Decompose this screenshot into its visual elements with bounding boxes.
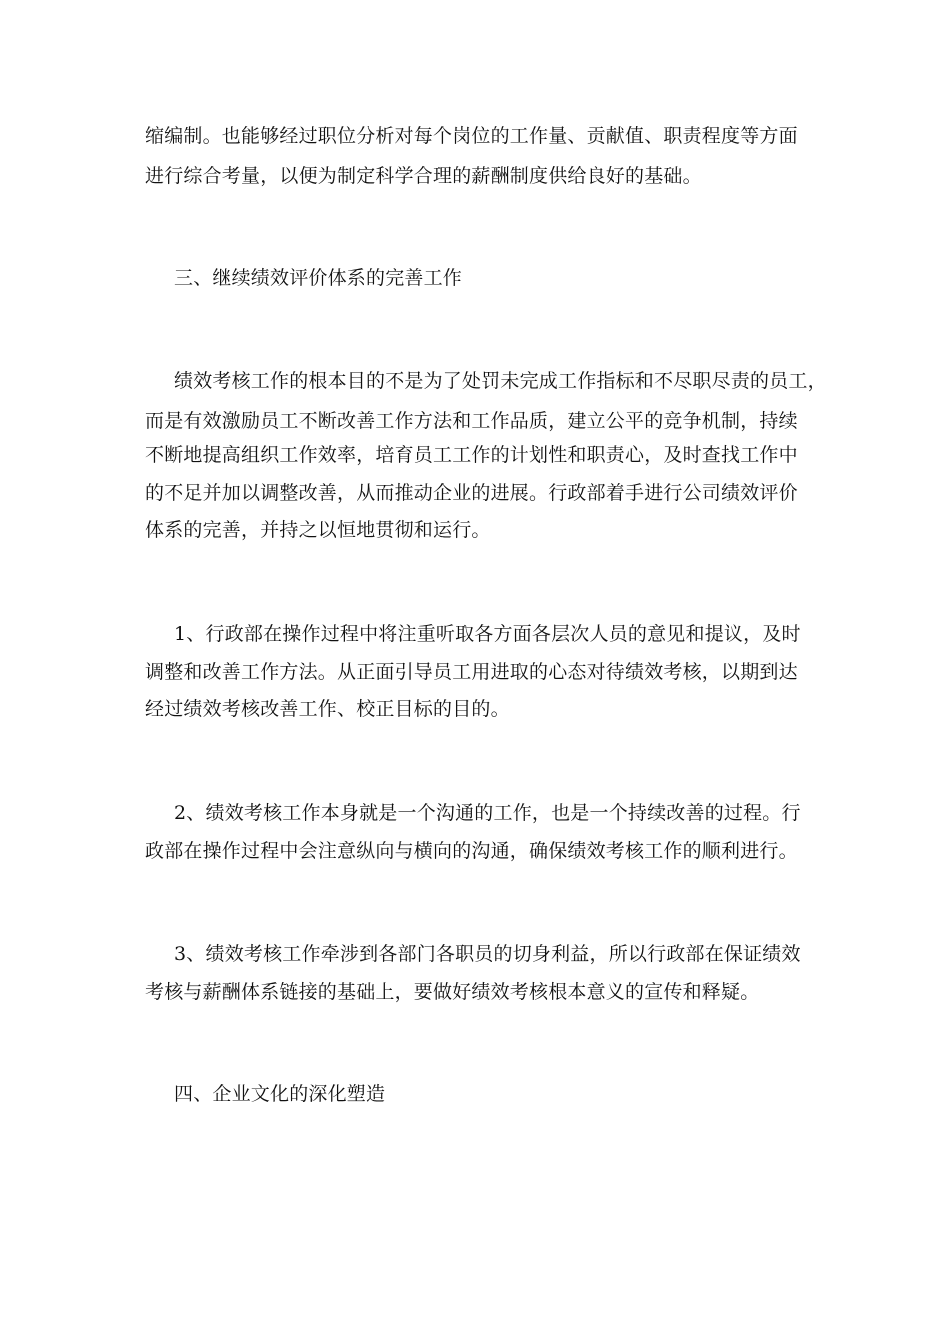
list-item-line: 1、行政部在操作过程中将注重听取各方面各层次人员的意见和提议，及时 xyxy=(174,623,801,645)
list-item-line: 经过绩效考核改善工作、校正目标的目的。 xyxy=(145,698,510,720)
list-item-line: 2、绩效考核工作本身就是一个沟通的工作，也是一个持续改善的过程。行 xyxy=(174,802,801,824)
paragraph-line: 绩效考核工作的根本目的不是为了处罚未完成工作指标和不尽职尽责的员工， xyxy=(174,370,827,392)
list-item-line: 政部在操作过程中会注意纵向与横向的沟通，确保绩效考核工作的顺利进行。 xyxy=(145,840,798,862)
section-heading: 三、继续绩效评价体系的完善工作 xyxy=(174,267,463,289)
section-heading: 四、企业文化的深化塑造 xyxy=(174,1083,386,1105)
paragraph-line: 缩编制。也能够经过职位分析对每个岗位的工作量、贡献值、职责程度等方面 xyxy=(145,125,798,147)
paragraph-line: 体系的完善，并持之以恒地贯彻和运行。 xyxy=(145,519,491,541)
paragraph-line: 的不足并加以调整改善，从而推动企业的进展。行政部着手进行公司绩效评价 xyxy=(145,482,798,504)
paragraph-line: 进行综合考量，以便为制定科学合理的薪酬制度供给良好的基础。 xyxy=(145,165,702,187)
paragraph-line: 不断地提高组织工作效率，培育员工工作的计划性和职责心，及时查找工作中 xyxy=(145,444,798,466)
paragraph-line: 而是有效激励员工不断改善工作方法和工作品质，建立公平的竞争机制，持续 xyxy=(145,410,798,432)
list-item-line: 考核与薪酬体系链接的基础上，要做好绩效考核根本意义的宣传和释疑。 xyxy=(145,981,760,1003)
list-item-line: 调整和改善工作方法。从正面引导员工用进取的心态对待绩效考核，以期到达 xyxy=(145,661,798,683)
list-item-line: 3、绩效考核工作牵涉到各部门各职员的切身利益，所以行政部在保证绩效 xyxy=(174,943,801,965)
